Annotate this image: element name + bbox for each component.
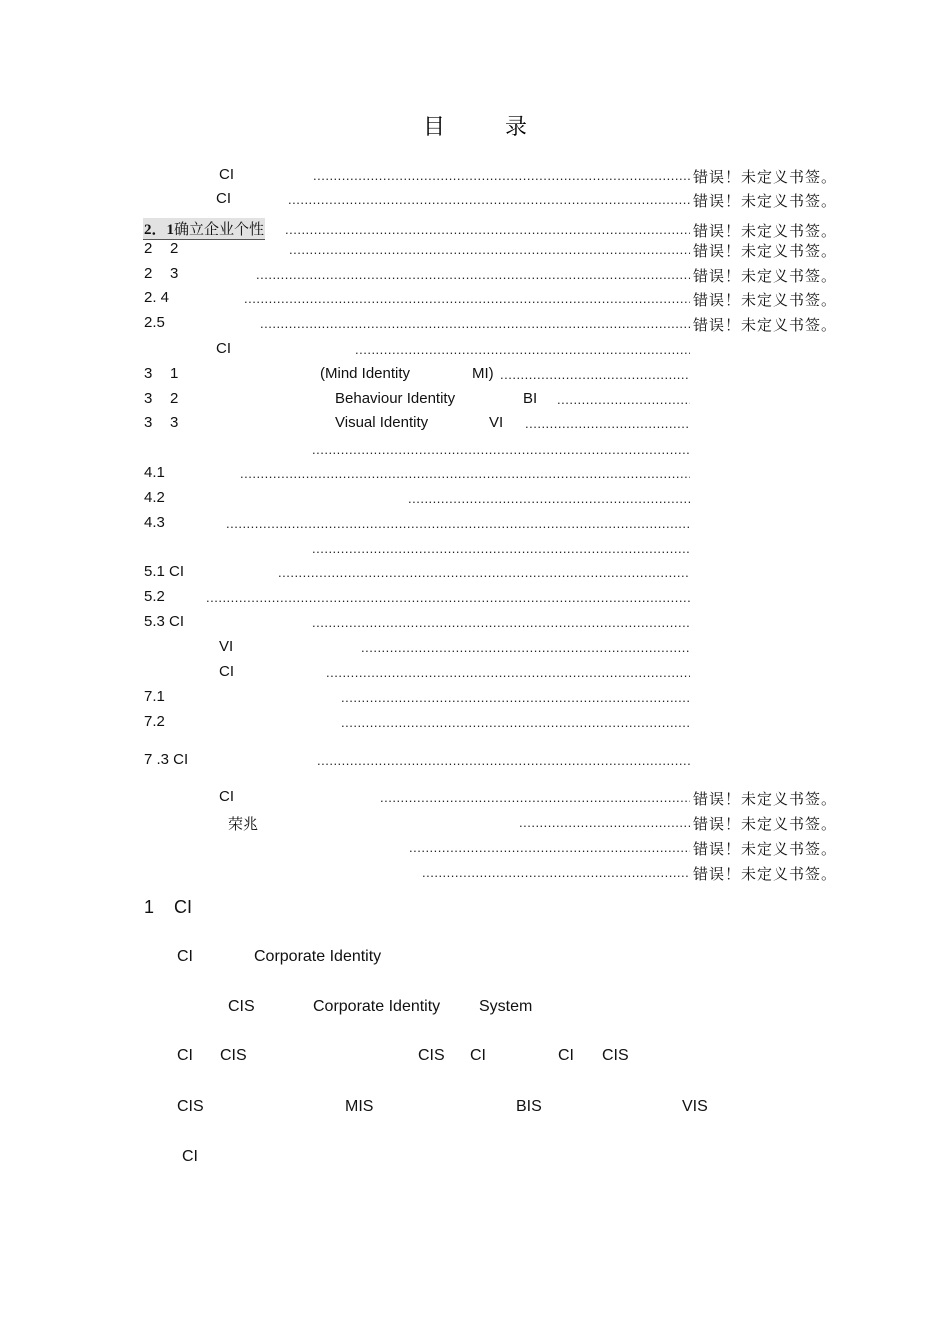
toc-entry-label: VI (489, 414, 504, 431)
toc-entry-label: Behaviour Identity (335, 390, 456, 407)
toc-entry[interactable] (0, 611, 950, 631)
toc-leader-dots (422, 865, 690, 879)
toc-leader-dots (312, 442, 690, 456)
toc-entry-label: (Mind Identity (320, 365, 411, 382)
toc-leader-dots (289, 242, 690, 256)
section-number: 1 (144, 897, 155, 917)
toc-entry-number: 7.2 (144, 713, 165, 730)
toc-entry[interactable] (0, 686, 950, 706)
toc-entry-number: 2 (170, 390, 179, 407)
toc-entry-number: 3 (144, 365, 153, 382)
toc-leader-dots (408, 491, 690, 505)
toc-leader-dots (312, 541, 690, 555)
toc-error-text: 错误！未定义书签。 (693, 792, 838, 808)
body-text: Corporate Identity (313, 998, 441, 1015)
toc-entry[interactable] (0, 861, 950, 881)
toc-leader-dots (313, 168, 690, 182)
toc-entry[interactable] (0, 188, 950, 208)
toc-entry[interactable] (0, 287, 950, 307)
toc-entry[interactable] (0, 438, 950, 458)
toc-entry[interactable] (0, 836, 950, 856)
toc-entry-label: CI (216, 190, 231, 207)
toc-entry-number: 5.2 (144, 588, 165, 605)
toc-error-text: 错误！未定义书签。 (693, 318, 838, 334)
body-text: CI (177, 1047, 193, 1064)
toc-entry[interactable] (0, 586, 950, 606)
toc-entry-number: 7.1 (144, 688, 165, 705)
body-text: CIS (418, 1047, 445, 1064)
toc-entry-number: 1 (170, 365, 179, 382)
section-heading: CI (174, 897, 192, 917)
toc-leader-dots (256, 267, 690, 281)
toc-entry-number: 5.1 CI (144, 563, 185, 580)
toc-entry-label: CI (219, 166, 234, 183)
body-text: System (479, 998, 533, 1015)
body-text: VIS (682, 1098, 708, 1115)
toc-leader-dots (288, 192, 690, 206)
toc-entry-number: 2 (170, 240, 179, 257)
toc-entry-number: 3 (170, 414, 179, 431)
body-text: CI (182, 1148, 198, 1165)
toc-leader-dots (409, 840, 690, 854)
body-text: CIS (177, 1098, 204, 1115)
toc-entry[interactable] (0, 711, 950, 731)
toc-entry[interactable] (0, 512, 950, 532)
toc-leader-dots (361, 640, 690, 654)
toc-entry-label: BI (523, 390, 538, 407)
toc-entry[interactable] (0, 749, 950, 769)
toc-entry-number: 2.5 (144, 314, 165, 331)
toc-leader-dots (341, 715, 690, 729)
toc-error-text: 错误！未定义书签。 (693, 842, 838, 858)
toc-entry[interactable] (0, 537, 950, 557)
toc-entry-number: 7 .3 CI (144, 751, 189, 768)
toc-entry-label: CI (219, 788, 234, 805)
toc-entry-number: 2 (144, 265, 153, 282)
body-text: MIS (345, 1098, 374, 1115)
toc-leader-dots (519, 815, 690, 829)
toc-leader-dots (500, 367, 690, 381)
body-text: CI (177, 948, 193, 965)
body-text: Corporate Identity (254, 948, 382, 965)
toc-entry[interactable] (0, 487, 950, 507)
toc-entry[interactable] (0, 338, 950, 358)
toc-title-char-1: 目 (422, 115, 445, 140)
toc-leader-dots (240, 466, 690, 480)
toc-entry-number: 5.3 CI (144, 613, 185, 630)
toc-leader-dots (341, 690, 690, 704)
toc-entry[interactable] (0, 561, 950, 581)
toc-entry-number: 2. 4 (144, 289, 170, 306)
toc-entry[interactable] (0, 164, 950, 184)
toc-entry-label: CI (219, 663, 234, 680)
toc-entry-number: 3 (144, 414, 153, 431)
toc-title (0, 110, 950, 141)
toc-leader-dots (285, 222, 690, 236)
body-text: CI (558, 1047, 574, 1064)
toc-entry-number: 2．1 (144, 222, 175, 238)
toc-entry-number: 3 (170, 265, 179, 282)
toc-entry-label: CI (216, 340, 231, 357)
toc-leader-dots (312, 615, 690, 629)
toc-leader-dots (260, 316, 690, 330)
toc-entry-number: 4.2 (144, 489, 165, 506)
toc-entry[interactable] (0, 388, 950, 408)
toc-entry-label: 荣兆 (228, 817, 259, 833)
toc-entry[interactable] (0, 462, 950, 482)
toc-entry-number: 4.1 (144, 464, 165, 481)
body-text: CIS (220, 1047, 247, 1064)
toc-entry-number: 4.3 (144, 514, 165, 531)
toc-error-text: 错误！未定义书签。 (693, 194, 838, 210)
toc-entry-number: 3 (144, 390, 153, 407)
toc-entry-selected[interactable] (0, 218, 950, 238)
toc-leader-dots (244, 291, 690, 305)
toc-error-text: 错误！未定义书签。 (693, 293, 838, 309)
toc-entry-number: 2 (144, 240, 153, 257)
toc-entry[interactable] (0, 238, 950, 258)
toc-entry-highlight (143, 218, 265, 240)
toc-leader-dots (557, 392, 690, 406)
toc-error-text: 错误！未定义书签。 (693, 170, 838, 186)
body-text: CIS (228, 998, 255, 1015)
body-text: CIS (602, 1047, 629, 1064)
toc-leader-dots (206, 590, 690, 604)
toc-title-char-2: 录 (505, 115, 528, 140)
toc-entry-label: MI) (472, 365, 494, 382)
toc-error-text: 错误！未定义书签。 (693, 867, 838, 883)
body-text: CI (470, 1047, 486, 1064)
toc-entry[interactable] (0, 263, 950, 283)
toc-entry[interactable] (0, 786, 950, 806)
toc-leader-dots (326, 665, 690, 679)
toc-error-text: 错误！未定义书签。 (693, 224, 838, 240)
toc-leader-dots (355, 342, 690, 356)
toc-leader-dots (380, 790, 690, 804)
toc-entry-label: Visual Identity (335, 414, 429, 431)
toc-entry[interactable] (0, 811, 950, 831)
toc-error-text: 错误！未定义书签。 (693, 269, 838, 285)
toc-entry[interactable] (0, 312, 950, 332)
toc-error-text: 错误！未定义书签。 (693, 244, 838, 260)
toc-entry[interactable] (0, 363, 950, 383)
toc-error-text: 错误！未定义书签。 (693, 817, 838, 833)
toc-entry[interactable] (0, 636, 950, 656)
toc-leader-dots (525, 416, 690, 430)
toc-entry[interactable] (0, 661, 950, 681)
body-text: BIS (516, 1098, 542, 1115)
toc-leader-dots (226, 516, 690, 530)
toc-entry-label: VI (219, 638, 234, 655)
toc-entry[interactable] (0, 412, 950, 432)
toc-entry-label: 确立企业个性 (174, 222, 265, 238)
toc-leader-dots (278, 565, 690, 579)
toc-leader-dots (317, 753, 690, 767)
